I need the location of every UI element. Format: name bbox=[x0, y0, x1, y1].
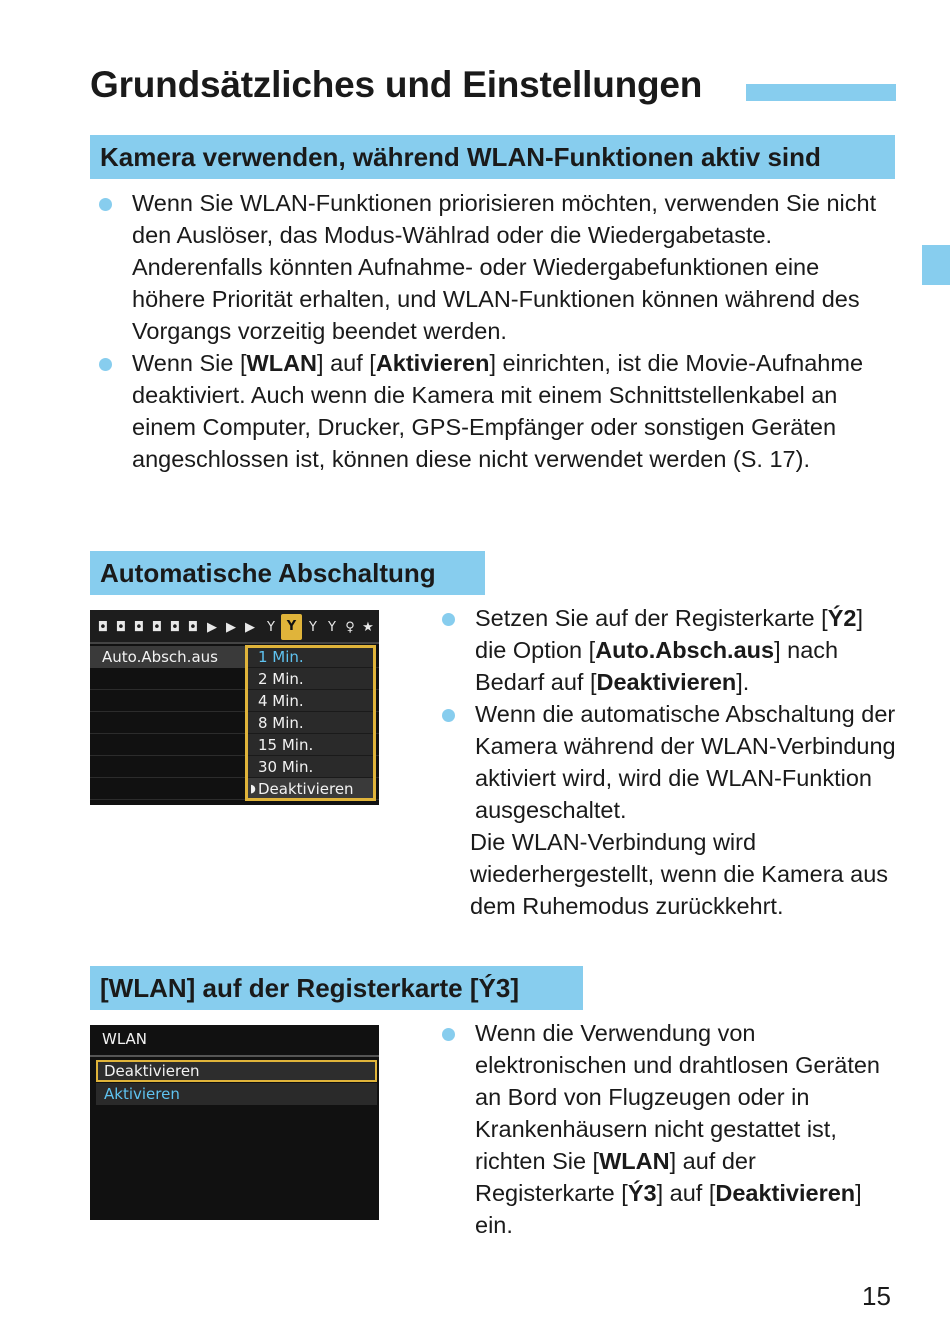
lcd-screen-title: WLAN bbox=[102, 1030, 148, 1048]
list-item: Setzen Sie auf der Registerkarte [Ý2] die Option [Auto.Absch.aus] nach Bedarf auf [Deaktivieren]. bbox=[438, 602, 898, 698]
lcd-option-deaktivieren: Deaktivieren bbox=[96, 1060, 377, 1082]
playback-tab-icon: ▶ bbox=[226, 620, 236, 635]
list-item: Wenn Sie WLAN-Funktionen priorisieren möchten, verwenden Sie nicht den Auslöser, das Modus-Wählrad oder die Wiedergabetaste. Anderenfalls könnten Aufnahme- oder Wiedergabefunktionen eine höhere Priorität erhalten, und WLAN-Funktionen können während des Vorgangs vorzeitig beendet werden. bbox=[95, 187, 895, 347]
lcd-option-4min: 4 Min. bbox=[248, 690, 373, 712]
lcd-menu-label: Auto.Absch.aus bbox=[90, 646, 245, 668]
lcd-divider bbox=[90, 1055, 379, 1057]
lcd-option-8min: 8 Min. bbox=[248, 712, 373, 734]
setup-tab-icon: Y bbox=[328, 620, 336, 635]
section3-bullet-list bbox=[438, 1017, 898, 1241]
chapter-side-tab bbox=[922, 245, 950, 285]
lcd-option-2min: 2 Min. bbox=[248, 668, 373, 690]
lcd-option-15min: 15 Min. bbox=[248, 734, 373, 756]
setup-tab-icon: Y bbox=[267, 620, 275, 635]
playback-tab-icon: ▶ bbox=[207, 620, 217, 635]
camera-menu-tab-bar bbox=[90, 610, 379, 644]
list-item-continuation: Die WLAN-Verbindung wird wiederhergestellt, wenn die Kamera aus dem Ruhemodus zurückkehrt. bbox=[470, 829, 889, 919]
camera-screen-auto-power-off bbox=[90, 610, 379, 805]
wrench-icon: Ý bbox=[478, 973, 496, 1003]
camera-tab-icon: ◘ bbox=[97, 620, 109, 635]
current-setting-marker-icon: ◗ bbox=[250, 782, 256, 795]
list-item: Wenn die automatische Abschaltung der Kamera während der WLAN-Verbindung aktiviert wird, wird die WLAN-Funktion ausgeschaltet. bbox=[438, 698, 898, 826]
custom-function-tab-icon: ♀ bbox=[345, 620, 355, 635]
section-heading-auto-power-off: Automatische Abschaltung bbox=[90, 551, 485, 595]
page-title: Grundsätzliches und Einstellungen bbox=[90, 64, 703, 105]
list-item: Wenn die Verwendung von elektronischen und drahtlosen Geräten an Bord von Flugzeugen oder in Krankenhäusern nicht gestattet ist, richten Sie [WLAN] auf der Registerkarte [Ý3] auf [Deaktivieren] ein. bbox=[438, 1017, 898, 1241]
camera-tab-icon: ◘ bbox=[115, 620, 127, 635]
camera-screen-wlan bbox=[90, 1025, 379, 1220]
camera-tab-icon: ◘ bbox=[133, 620, 145, 635]
lcd-option-aktivieren: Aktivieren bbox=[96, 1083, 377, 1105]
page-number: 15 bbox=[862, 1281, 891, 1311]
section-heading-wlan-tab: [WLAN] auf der Registerkarte [Ý3] bbox=[90, 966, 583, 1010]
title-accent-bar bbox=[746, 84, 896, 101]
my-menu-star-icon: ★ bbox=[362, 620, 374, 635]
wrench-icon: Ý bbox=[827, 605, 844, 631]
camera-tab-icon: ◘ bbox=[169, 620, 181, 635]
camera-tab-icon: ◘ bbox=[151, 620, 163, 635]
lcd-option-deaktivieren: ◗ Deaktivieren bbox=[248, 778, 373, 800]
list-item: Wenn Sie [WLAN] auf [Aktivieren] einrichten, ist die Movie-Aufnahme deaktiviert. Auch wenn die Kamera mit einem Schnittstellenkabel an einem Computer, Drucker, GPS-Empfänger oder sonstigen Geräten angeschlossen ist, können diese nicht verwendet werden (S. 17). bbox=[95, 347, 895, 475]
playback-tab-icon: ▶ bbox=[245, 620, 255, 635]
section1-bullet-list bbox=[95, 187, 895, 475]
setup-tab-icon: Y bbox=[309, 620, 317, 635]
wrench-icon: Ý bbox=[627, 1180, 644, 1206]
lcd-option-frame bbox=[245, 645, 376, 801]
lcd-option-30min: 30 Min. bbox=[248, 756, 373, 778]
setup-tab-2-icon: Y bbox=[281, 614, 302, 640]
section2-bullet-list bbox=[438, 602, 898, 922]
section-heading-wlan-active: Kamera verwenden, während WLAN-Funktionen aktiv sind bbox=[90, 135, 895, 179]
camera-tab-icon: ◘ bbox=[187, 620, 199, 635]
lcd-option-1min: 1 Min. bbox=[248, 646, 373, 668]
